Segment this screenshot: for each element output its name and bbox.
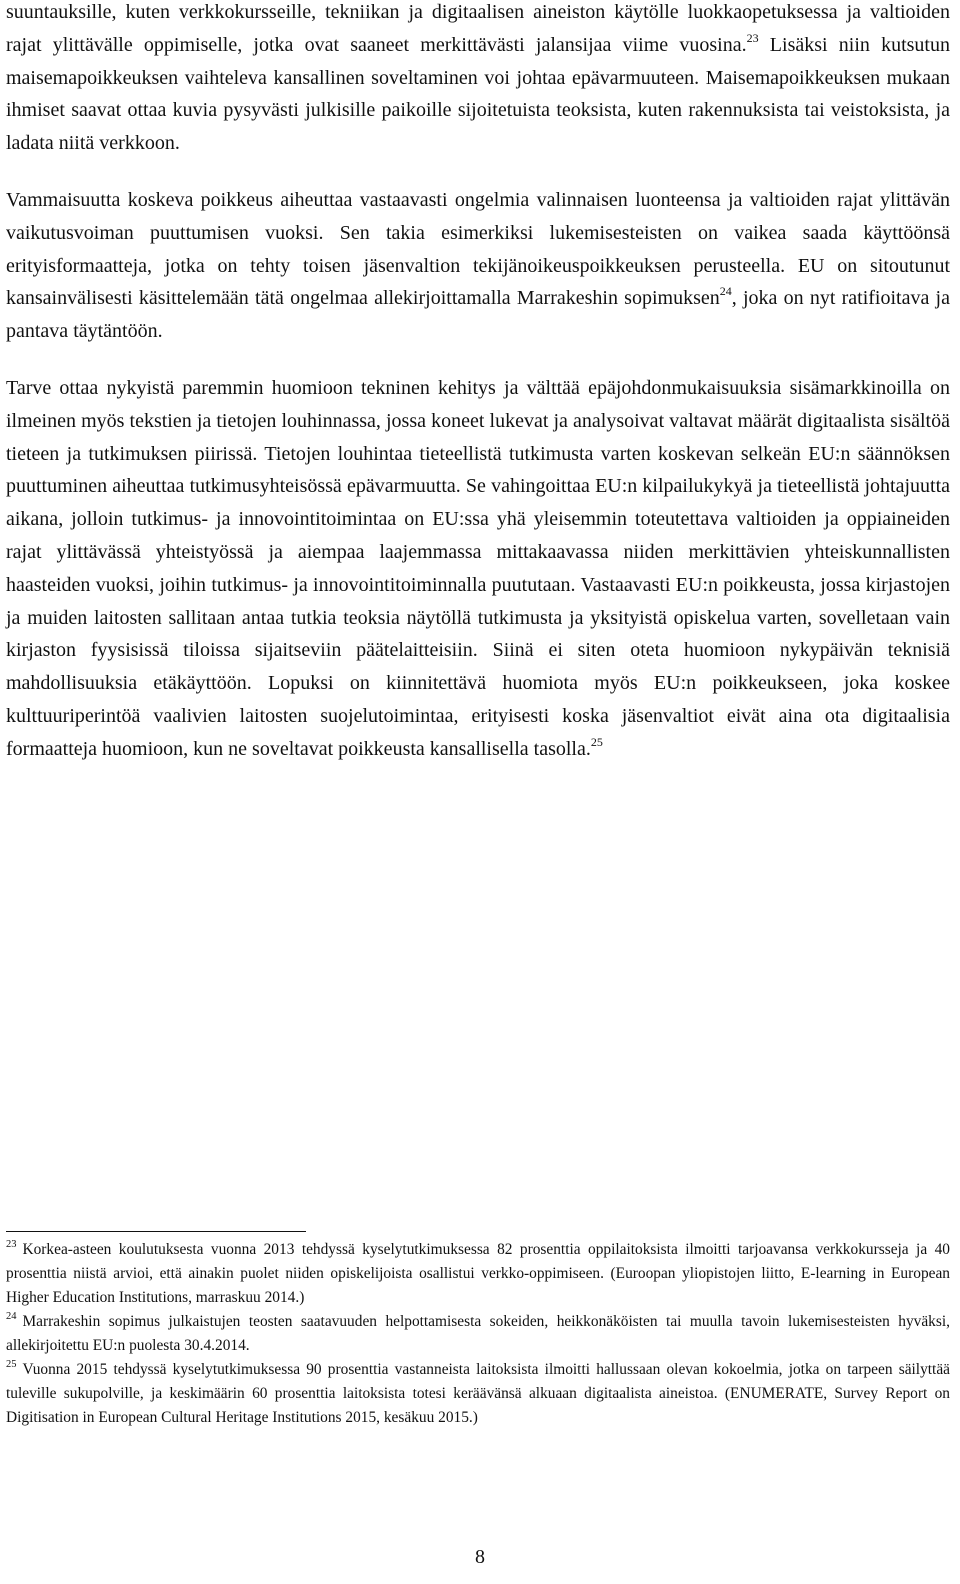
paragraph-2	[6, 184, 950, 348]
page-body	[6, 0, 950, 766]
footnote-number: 25	[6, 1359, 17, 1370]
footnote-24	[6, 1310, 950, 1358]
page-number: 8	[475, 1546, 485, 1568]
footnote-ref-24[interactable]: 24	[719, 284, 732, 299]
paragraph-1-text-start: suuntauksille, kuten verkkokursseille, tekniikan ja digitaalisen aineiston käytölle luokkaopetuksessa ja valtioiden rajat ylittävälle oppimiselle, jotka ovat saaneet merkittävästi jalansijaa viime vuosina.	[6, 1, 950, 56]
paragraph-1-text-end: Lisäksi niin kutsutun maisemapoikkeuksen vaihteleva kansallinen soveltaminen voi johtaa epävarmuuteen. Maisemapoikkeuksen mukaan ihmiset saavat ottaa kuvia pysyvästi julkisille paikoille sijoitetuista teoksista, kuten rakennuksista tai veistoksista, ja ladata niitä verkkoon.	[6, 33, 950, 155]
footnote-number: 23	[6, 1239, 17, 1250]
footnote-separator	[6, 1231, 306, 1232]
footnote-25	[6, 1358, 950, 1430]
footnote-text: Vuonna 2015 tehdyssä kyselytutkimuksessa 90 prosenttia vastanneista laitoksista ilmoitti hallussaan olevan kokoelmia, jotka on tarpeen säilyttää tuleville sukupolville, ja keskimäärin 60 prosenttia laitoksista totesi keräävänsä alkuaan digitaalista aineistoa. (ENUMERATE, Survey Report on Digitisation in European Cultural Heritage Institutions 2015, kesäkuu 2015.)	[6, 1361, 950, 1426]
footnotes	[6, 1238, 950, 1430]
paragraph-3	[6, 372, 950, 766]
paragraph-3-text-start: Tarve ottaa nykyistä paremmin huomioon tekninen kehitys ja välttää epäjohdonmukaisuuksia sisämarkkinoilla on ilmeinen myös tekstien ja tietojen louhinnassa, jossa koneet lukevat ja analysoivat valtavat määrät digitaalista sisältöä tieteen ja tutkimuksen piirissä. Tietojen louhintaa tieteellistä tutkimusta varten koskevan selkeän EU:n säännöksen puuttuminen aiheuttaa tutkimusyhteisössä epävarmuutta. Se vahingoittaa EU:n kilpailukykyä ja tieteellistä johtajuutta aikana, jolloin tutkimus- ja innovointitoimintaa on EU:ssa yhä yleisemmin toteutettava valtioiden ja oppiaineiden rajat ylittävässä yhteistyössä ja aiempaa laajemmassa mittakaavassa niiden merkittävien yhteiskunnallisten haasteiden vuoksi, joihin tutkimus- ja innovointitoiminnalla puututaan. Vastaavasti EU:n poikkeusta, jossa kirjastojen ja muiden laitosten sallitaan antaa tutkia teoksia näytöllä tutkimusta ja yksityistä opiskelua varten, sovelletaan vain kirjaston fyysisissä tiloissa sijaitseviin päätelaitteisiin. Siinä ei siten oteta huomioon nykypäivän teknisiä mahdollisuuksia etäkäyttöön. Lopuksi on kiinnitettävä huomiota myös EU:n poikkeukseen, joka koskee kulttuuriperintöä vaalivien laitosten suojelutoimintaa, erityisesti koska jäsenvaltiot eivät aina ota digitaalisia formaatteja huomioon, kun ne soveltavat poikkeusta kansallisella tasolla.	[6, 376, 950, 760]
footnote-text: Korkea-asteen koulutuksesta vuonna 2013 tehdyssä kyselytutkimuksessa 82 prosenttia oppilaitoksista ilmoitti tarjoavansa verkkokursseja ja 40 prosenttia niistä arvioi, että ainakin puolet niiden opiskelijoista osallistui verkko-oppimiseen. (Euroopan yliopistojen liitto, E-learning in European Higher Education Institutions, marraskuu 2014.)	[6, 1241, 950, 1306]
footnote-text: Marrakeshin sopimus julkaistujen teosten saatavuuden helpottamisesta sokeiden, heikkonäköisten tai muulla tavoin lukemisesteisten hyväksi, allekirjoitettu EU:n puolesta 30.4.2014.	[6, 1313, 950, 1354]
paragraph-2-text-end: , joka on nyt ratifioitava ja pantava täytäntöön.	[6, 287, 950, 343]
footnote-23	[6, 1238, 950, 1310]
footnote-number: 24	[6, 1311, 17, 1322]
footnote-ref-25[interactable]: 25	[590, 734, 603, 749]
footnote-ref-23[interactable]: 23	[746, 30, 759, 45]
paragraph-2-text-start: Vammaisuutta koskeva poikkeus aiheuttaa vastaavasti ongelmia valinnaisen luonteensa ja valtioiden rajat ylittävän vaikutusvoiman puuttumisen vuoksi. Sen takia esimerkiksi lukemisesteisten on vaikea saada käyttöönsä erityisformaatteja, jotka on tehty toisen jäsenvaltion tekijänoikeuspoikkeuksen perusteella. EU on sitoutunut kansainvälisesti käsittelemään tätä ongelmaa allekirjoittamalla Marrakeshin sopimuksen	[6, 188, 950, 310]
paragraph-1	[6, 0, 950, 160]
